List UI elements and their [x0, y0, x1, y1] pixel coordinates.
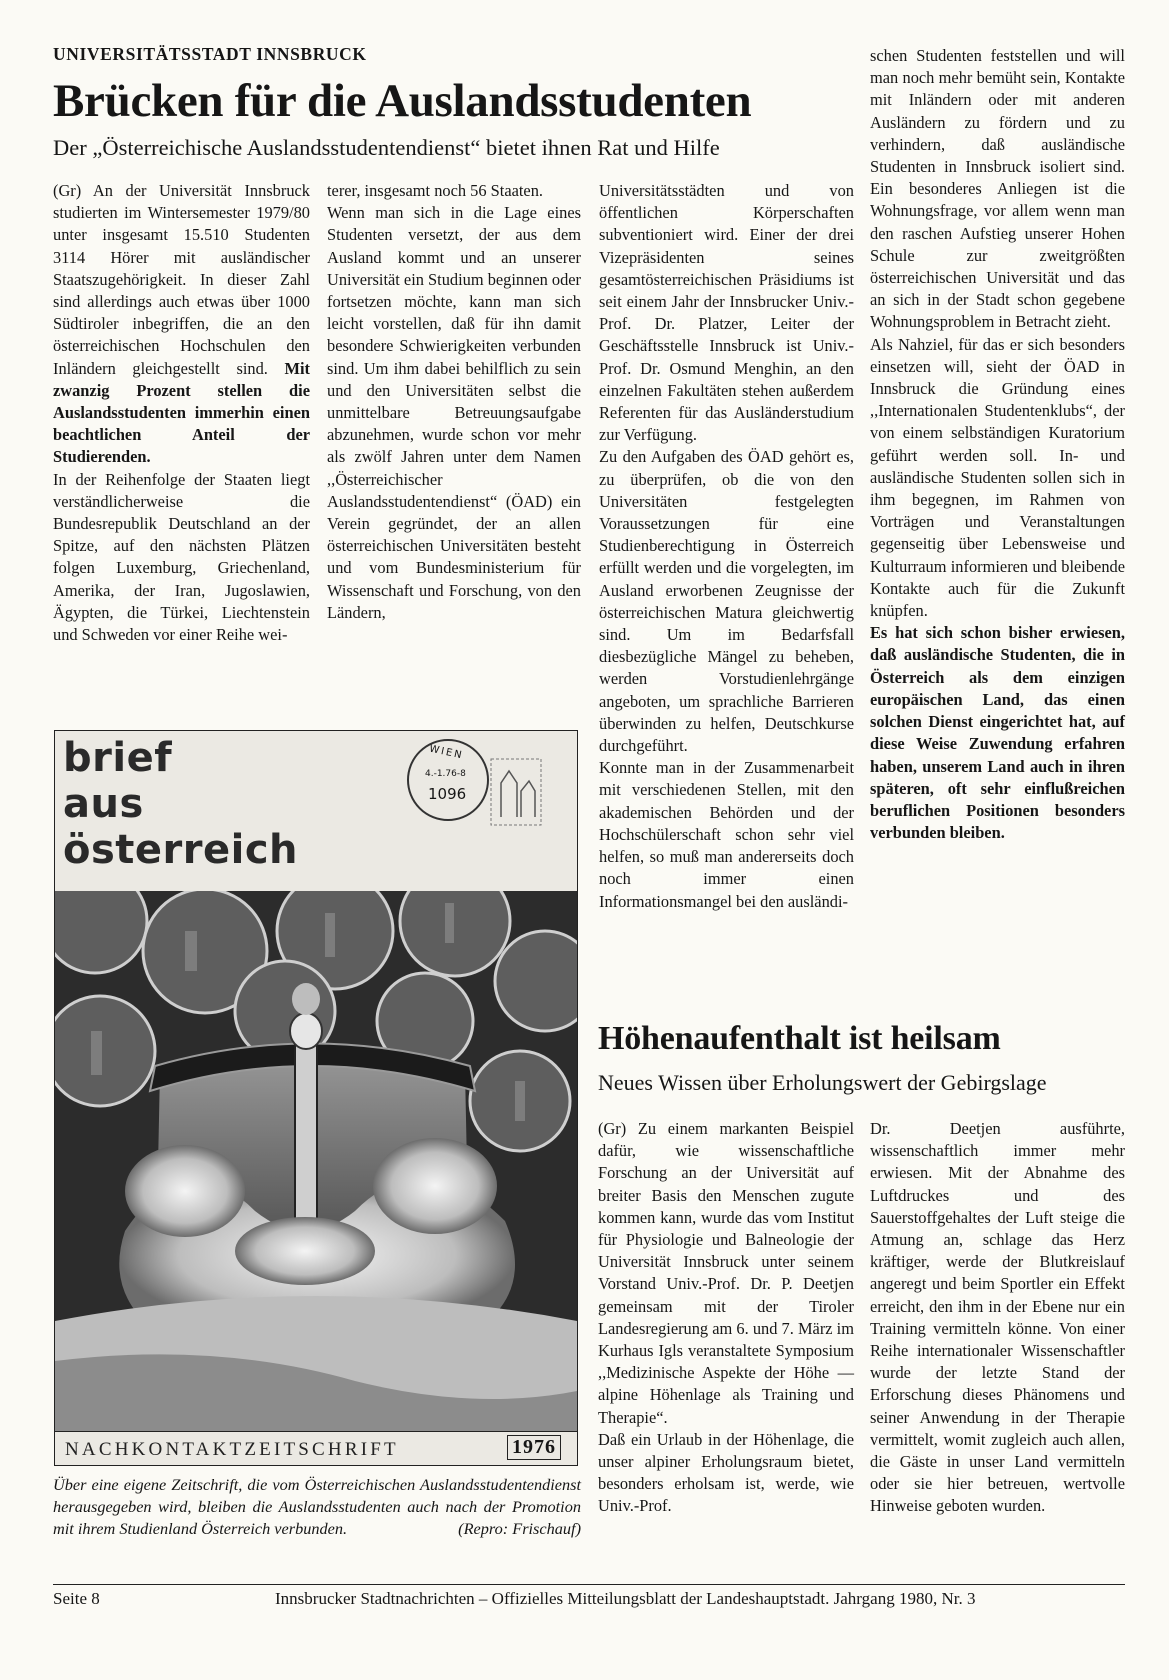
masthead-line-2: aus — [63, 781, 144, 827]
article-column-3 — [599, 180, 854, 913]
article-column-1 — [53, 180, 310, 646]
image-caption — [53, 1474, 581, 1540]
crown-photo — [55, 891, 577, 1431]
postmark-stamp — [407, 739, 489, 821]
paragraph: Dr. Deetjen ausführte, wissenschaftlich immer mehr erwiesen. Mit der Abnahme des Luftdruckes und des Sauerstoffgehaltes der Luft steige die Atmung an, schlage das Herz kräftiger, werde der Blutkreislauf angeregt und beim Sportler ein Effekt erreicht, den ihm in der Ebene nur ein Training vermitteln könne. Von einer Reihe internationaler Wissenschaftler wurde der letzte Stand der Erforschung dieses Phänomens und seiner Anwendung in der Therapie vermittelt, womit zugleich auch allen, die Gäste in unser Land vermitteln oder sie hier betreuen, wertvolle Hinweise geboten wurden. — [870, 1119, 1125, 1516]
article-column-4 — [870, 45, 1125, 844]
paragraph-text: (Gr) An der Universität Innsbruck studierten im Wintersemester 1979/80 unter insgesamt 15.510 Studenten 3114 Hörer mit ausländischer Staatszugehörigkeit. In dieser Zahl sind allerdings auch etwas über 1000 Südtiroler inbegriffen, die an den österreichischen Hochschulen den Inländern gleichgestellt sind. — [53, 181, 310, 378]
paragraph: terer, insgesamt noch 56 Staaten. — [327, 181, 543, 200]
second-article-subheadline: Neues Wissen über Erholungswert der Gebirgslage — [598, 1070, 1047, 1095]
footer-rule — [53, 1584, 1125, 1585]
magazine-masthead — [55, 731, 577, 891]
masthead-line-3: österreich — [63, 827, 299, 873]
photo-credit: (Repro: Frischauf) — [458, 1519, 581, 1538]
magazine-year: 1976 — [507, 1435, 561, 1460]
second-article-column-1 — [598, 1118, 854, 1518]
magazine-subtitle-band — [55, 1431, 577, 1465]
article-subheadline: Der „Österreichische Auslandsstudentendienst“ bietet ihnen Rat und Hilfe — [53, 135, 720, 160]
article-headline: Brücken für die Auslandsstudenten — [53, 75, 752, 127]
second-article-headline: Höhenaufenthalt ist heilsam — [598, 1020, 1001, 1057]
postmark-city: WIEN — [428, 743, 465, 762]
masthead-line-1: brief — [63, 735, 173, 781]
article-column-2 — [327, 180, 581, 624]
magazine-cover-image — [54, 730, 578, 1466]
postage-stamp-sketch — [487, 753, 547, 831]
publication-line: Innsbrucker Stadtnachrichten – Offizielles Mitteilungsblatt der Landeshauptstadt. Jahrgang 1980, Nr. 3 — [275, 1589, 976, 1608]
paragraph: (Gr) Zu einem markanten Beispiel dafür, wie wissenschaftliche Forschung an der Universität auf breiter Basis den Menschen zugute kommen kann, wurde das vom Institut für Physiologie und Balneologie der Universität Innsbruck unter seinem Vorstand Univ.-Prof. Dr. P. Deetjen gemeinsam mit der Tiroler Landesregierung am 6. und 7. März im Kurhaus Igls veranstaltete Symposium ,,Medizinische Aspekte der Höhe — alpine Höhenlage als Training und Therapie“. — [598, 1119, 854, 1427]
paragraph: schen Studenten feststellen und will man noch mehr bemüht sein, Kontakte mit Inländern oder mit anderen Ausländern zu fördern und zu verhindern, daß ausländische Studenten in Innsbruck isoliert sind. Ein besonderes Anliegen ist die Wohnungsfrage, vor allem wenn man den raschen Aufstieg unserer Hohen Schule zur zweitgrößten österreichischen Universität und das an sich in der Stadt schon gegebene Wohnungsproblem in Betracht zieht. — [870, 46, 1125, 332]
page-number: Seite 8 — [53, 1589, 100, 1608]
paragraph: Universitätsstädten und von öffentlichen Körperschaften subventioniert wird. Einer der drei Vizepräsidenten seines gesamtösterreichischen Präsidiums ist seit einem Jahr der Innsbrucker Univ.-Prof. Dr. Platzer, Leiter der Geschäftsstelle Innsbruck ist Univ.-Prof. Dr. Osmund Menghin, an den einzelnen Fakultäten stehen außerdem Referenten für das Ausländerstudium zur Verfügung. — [599, 181, 854, 445]
paragraph: Wenn man sich in die Lage eines Studenten versetzt, der aus dem Ausland kommt und an unserer Universität ein Studium beginnen oder fortsetzen möchte, kann man sich leicht vorstellen, daß für ihn damit besondere Schwierigkeiten verbunden sind. Um ihm dabei behilflich zu sein und den Universitäten selbst die unmittelbare Betreuungsaufgabe abzunehmen, wurde schon vor mehr als zwölf Jahren unter dem Namen ,,Österreichischer Auslandsstudentendienst“ (ÖAD) ein Verein gegründet, der an allen österreichischen Universitäten besteht und vom Bundesministerium für Wissenschaft und Forschung, von den Ländern, — [327, 203, 582, 622]
caption-text: Über eine eigene Zeitschrift, die vom Österreichischen Auslandsstudentendienst herausgegeben wird, bleiben die Auslandsstudenten auch nach der Promotion mit ihrem Studienland Österreich verbunden. — [53, 1475, 581, 1538]
section-kicker: UNIVERSITÄTSSTADT INNSBRUCK — [53, 44, 367, 64]
magazine-subtitle: NACHKONTAKTZEITSCHRIFT — [65, 1439, 399, 1460]
postmark-date: 4.-1.76-8 — [425, 769, 466, 779]
highlight-text: Mit zwanzig Prozent stellen die Auslandsstudenten immerhin einen beachtlichen Anteil der Studierenden. — [53, 358, 310, 467]
paragraph: Als Nahziel, für das er sich besonders einsetzen will, sieht der ÖAD in Innsbruck die Gründung eines ,,Internationalen Studentenklubs“, der von einem selbständigen Kuratorium geführt werden soll. In- und ausländische Studenten sollen sich in ihm begegnen, im Rahmen von Vorträgen und Veranstaltungen gegenseitig über Lebensweise und Kulturraum informieren und bleibende Kontakte auch für die Zukunft knüpfen. — [870, 334, 1125, 621]
highlight-paragraph: Es hat sich schon bisher erwiesen, daß ausländische Studenten, die in Österreich als dem einzigen europäischen Land, das einen solchen Dienst eingerichtet hat, auf diese Weise Zuwendung erfahren haben, unserem Land auch in ihren späteren, oft sehr einflußreichen beruflichen Positionen besonders verbunden bleiben. — [870, 623, 1125, 843]
paragraph: Zu den Aufgaben des ÖAD gehört es, zu überprüfen, ob die von den Universitäten festgelegten Voraussetzungen für eine Studienberechtigung in Österreich erfüllt werden und die vorgelegten, im Ausland erworbenen Zeugnisse der österreichischen Matura gleichwertig sind. Um im Bedarfsfall diesbezügliche Mängel zu beheben, werden Vorstudienlehrgänge angeboten, um sprachliche Barrieren überwinden zu helfen, Deutschkurse durchgeführt. — [599, 447, 854, 756]
paragraph: In der Reihenfolge der Staaten liegt verständlicherweise die Bundesrepublik Deutschland an der Spitze, auf den nächsten Plätzen folgen Luxemburg, Griechenland, Amerika, der Iran, Jugoslawien, Ägypten, die Türkei, Liechtenstein und Schweden vor einer Reihe wei- — [53, 469, 310, 645]
paragraph: Konnte man in der Zusammenarbeit mit verschiedenen Stellen, mit den akademischen Behörden und der Hochschülerschaft schon sehr viel helfen, so muß man andererseits doch noch immer einen Informationsmangel bei den ausländi- — [599, 758, 854, 911]
postmark-code: 1096 — [428, 785, 467, 803]
paragraph — [53, 180, 310, 469]
second-article-column-2 — [870, 1118, 1125, 1518]
paragraph: Daß ein Urlaub in der Höhenlage, die unser alpiner Erholungsraum bietet, besonders erholsam ist, werde, wie Univ.-Prof. — [598, 1429, 854, 1516]
